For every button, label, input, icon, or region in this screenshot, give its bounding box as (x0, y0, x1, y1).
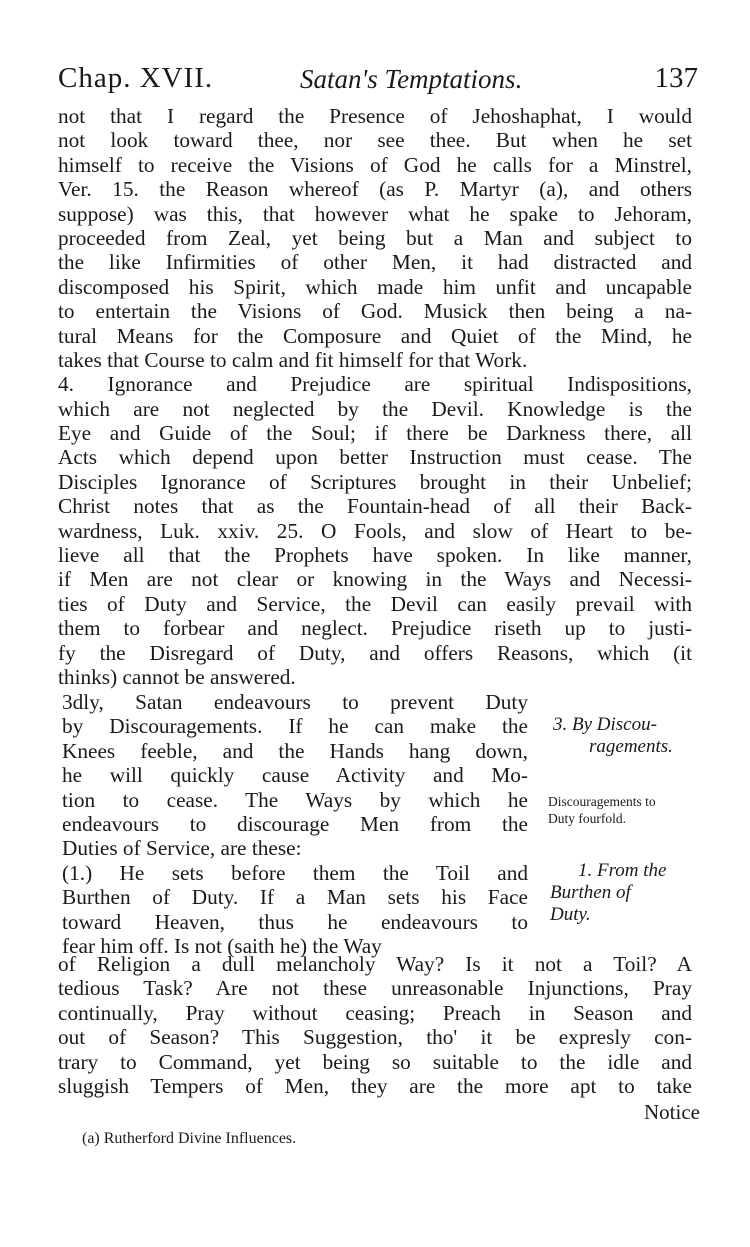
text-line: not that I regard the Presence of Jehoshaphat, I would (58, 104, 692, 128)
footnote: (a) Rutherford Divine Influences. (82, 1130, 297, 1147)
text-line: tion to cease. The Ways by which he (62, 787, 528, 812)
text-line: sluggish Tempers of Men, they are the more apt to take (58, 1073, 692, 1098)
text-line: which are not neglected by the Devil. Knowledge is the (58, 396, 692, 421)
margin-heading-burthen (550, 860, 700, 926)
margin-heading-line: Duty. (550, 904, 591, 925)
text-line: discomposed his Spirit, which made him unfit and uncapable (58, 274, 692, 299)
margin-heading-line: Burthen of (550, 882, 631, 903)
catchword: Notice (644, 1100, 700, 1124)
running-title: Satan's Temptations. (300, 64, 523, 94)
text-line: out of Season? This Suggestion, tho' it be expresly con- (58, 1025, 692, 1050)
text-line: Christ notes that as the Fountain-head of all their Back- (58, 494, 692, 519)
text-line: trary to Command, yet being so suitable to the idle and (58, 1049, 692, 1074)
text-line: ties of Duty and Service, the Devil can easily prevail with (58, 591, 692, 616)
text-line: himself to receive the Visions of God he calls for a Minstrel, (58, 152, 692, 177)
text-line: suppose) was this, that however what he spake to Jehoram, (58, 201, 692, 226)
text-line: wardness, Luk. xxiv. 25. O Fools, and slow of Heart to be- (58, 518, 692, 543)
text-line: Knees feeble, and the Hands hang down, (62, 738, 528, 763)
margin-heading-discouragements (553, 714, 673, 758)
margin-note-line: Discouragements to (548, 794, 656, 809)
body-text-bottom (58, 952, 692, 1098)
text-line: of Religion a dull melancholy Way? Is it not a Toil? A (58, 952, 692, 976)
page-number: 137 (654, 62, 698, 94)
text-line: Acts which depend upon better Instruction must cease. The (58, 445, 692, 470)
text-line: them to forbear and neglect. Prejudice riseth up to justi- (58, 616, 692, 641)
text-line: Burthen of Duty. If a Man sets his Face (62, 885, 528, 910)
text-line: 3dly, Satan endeavours to prevent Duty (62, 690, 528, 714)
text-line: proceeded from Zeal, yet being but a Man and subject to (58, 225, 692, 250)
text-line: the like Infirmities of other Men, it had distracted and (58, 250, 692, 275)
margin-note-line: Duty fourfold. (548, 811, 626, 826)
chapter-label: Chap. XVII. (58, 62, 214, 94)
text-line: (1.) He sets before them the Toil and (62, 860, 528, 885)
text-line: 4. Ignorance and Prejudice are spiritual Indispositions, (58, 372, 692, 397)
margin-heading-line: 1. From the (578, 860, 667, 881)
text-line: tedious Task? Are not these unreasonable Injunctions, Pray (58, 976, 692, 1001)
text-line: toward Heaven, thus he endeavours to (62, 909, 528, 934)
text-line: Duties of Service, are these: (62, 836, 302, 861)
text-line: endeavours to discourage Men from the (62, 811, 528, 836)
text-line: lieve all that the Prophets have spoken. In like manner, (58, 543, 692, 568)
text-line: Disciples Ignorance of Scriptures brought in their Unbelief; (58, 469, 692, 494)
text-line: continually, Pray without ceasing; Preach in Season and (58, 1000, 692, 1025)
text-line: by Discouragements. If he can make the (62, 714, 528, 739)
margin-heading-line: 3. By Discou- (553, 714, 657, 735)
text-line: not look toward thee, nor see thee. But when he set (58, 128, 692, 153)
text-line: to entertain the Visions of God. Musick then being a na- (58, 299, 692, 324)
text-line: Eye and Guide of the Soul; if there be Darkness there, all (58, 421, 692, 446)
body-text-with-margin (62, 690, 528, 958)
text-line: Ver. 15. the Reason whereof (as P. Martyr (a), and others (58, 177, 692, 202)
text-line: he will quickly cause Activity and Mo- (62, 763, 528, 788)
text-line: fear him off. Is not (saith he) the Way (62, 933, 382, 958)
margin-note (548, 793, 656, 827)
text-line: fy the Disregard of Duty, and offers Reasons, which (it (58, 640, 692, 665)
text-line: takes that Course to calm and fit himself for that Work. (58, 347, 528, 372)
running-header (58, 62, 698, 102)
text-line: thinks) cannot be answered. (58, 664, 296, 689)
body-text-top (58, 104, 692, 689)
margin-heading-line: ragements. (589, 736, 673, 757)
text-line: tural Means for the Composure and Quiet of the Mind, he (58, 323, 692, 348)
text-line: if Men are not clear or knowing in the Ways and Necessi- (58, 567, 692, 592)
